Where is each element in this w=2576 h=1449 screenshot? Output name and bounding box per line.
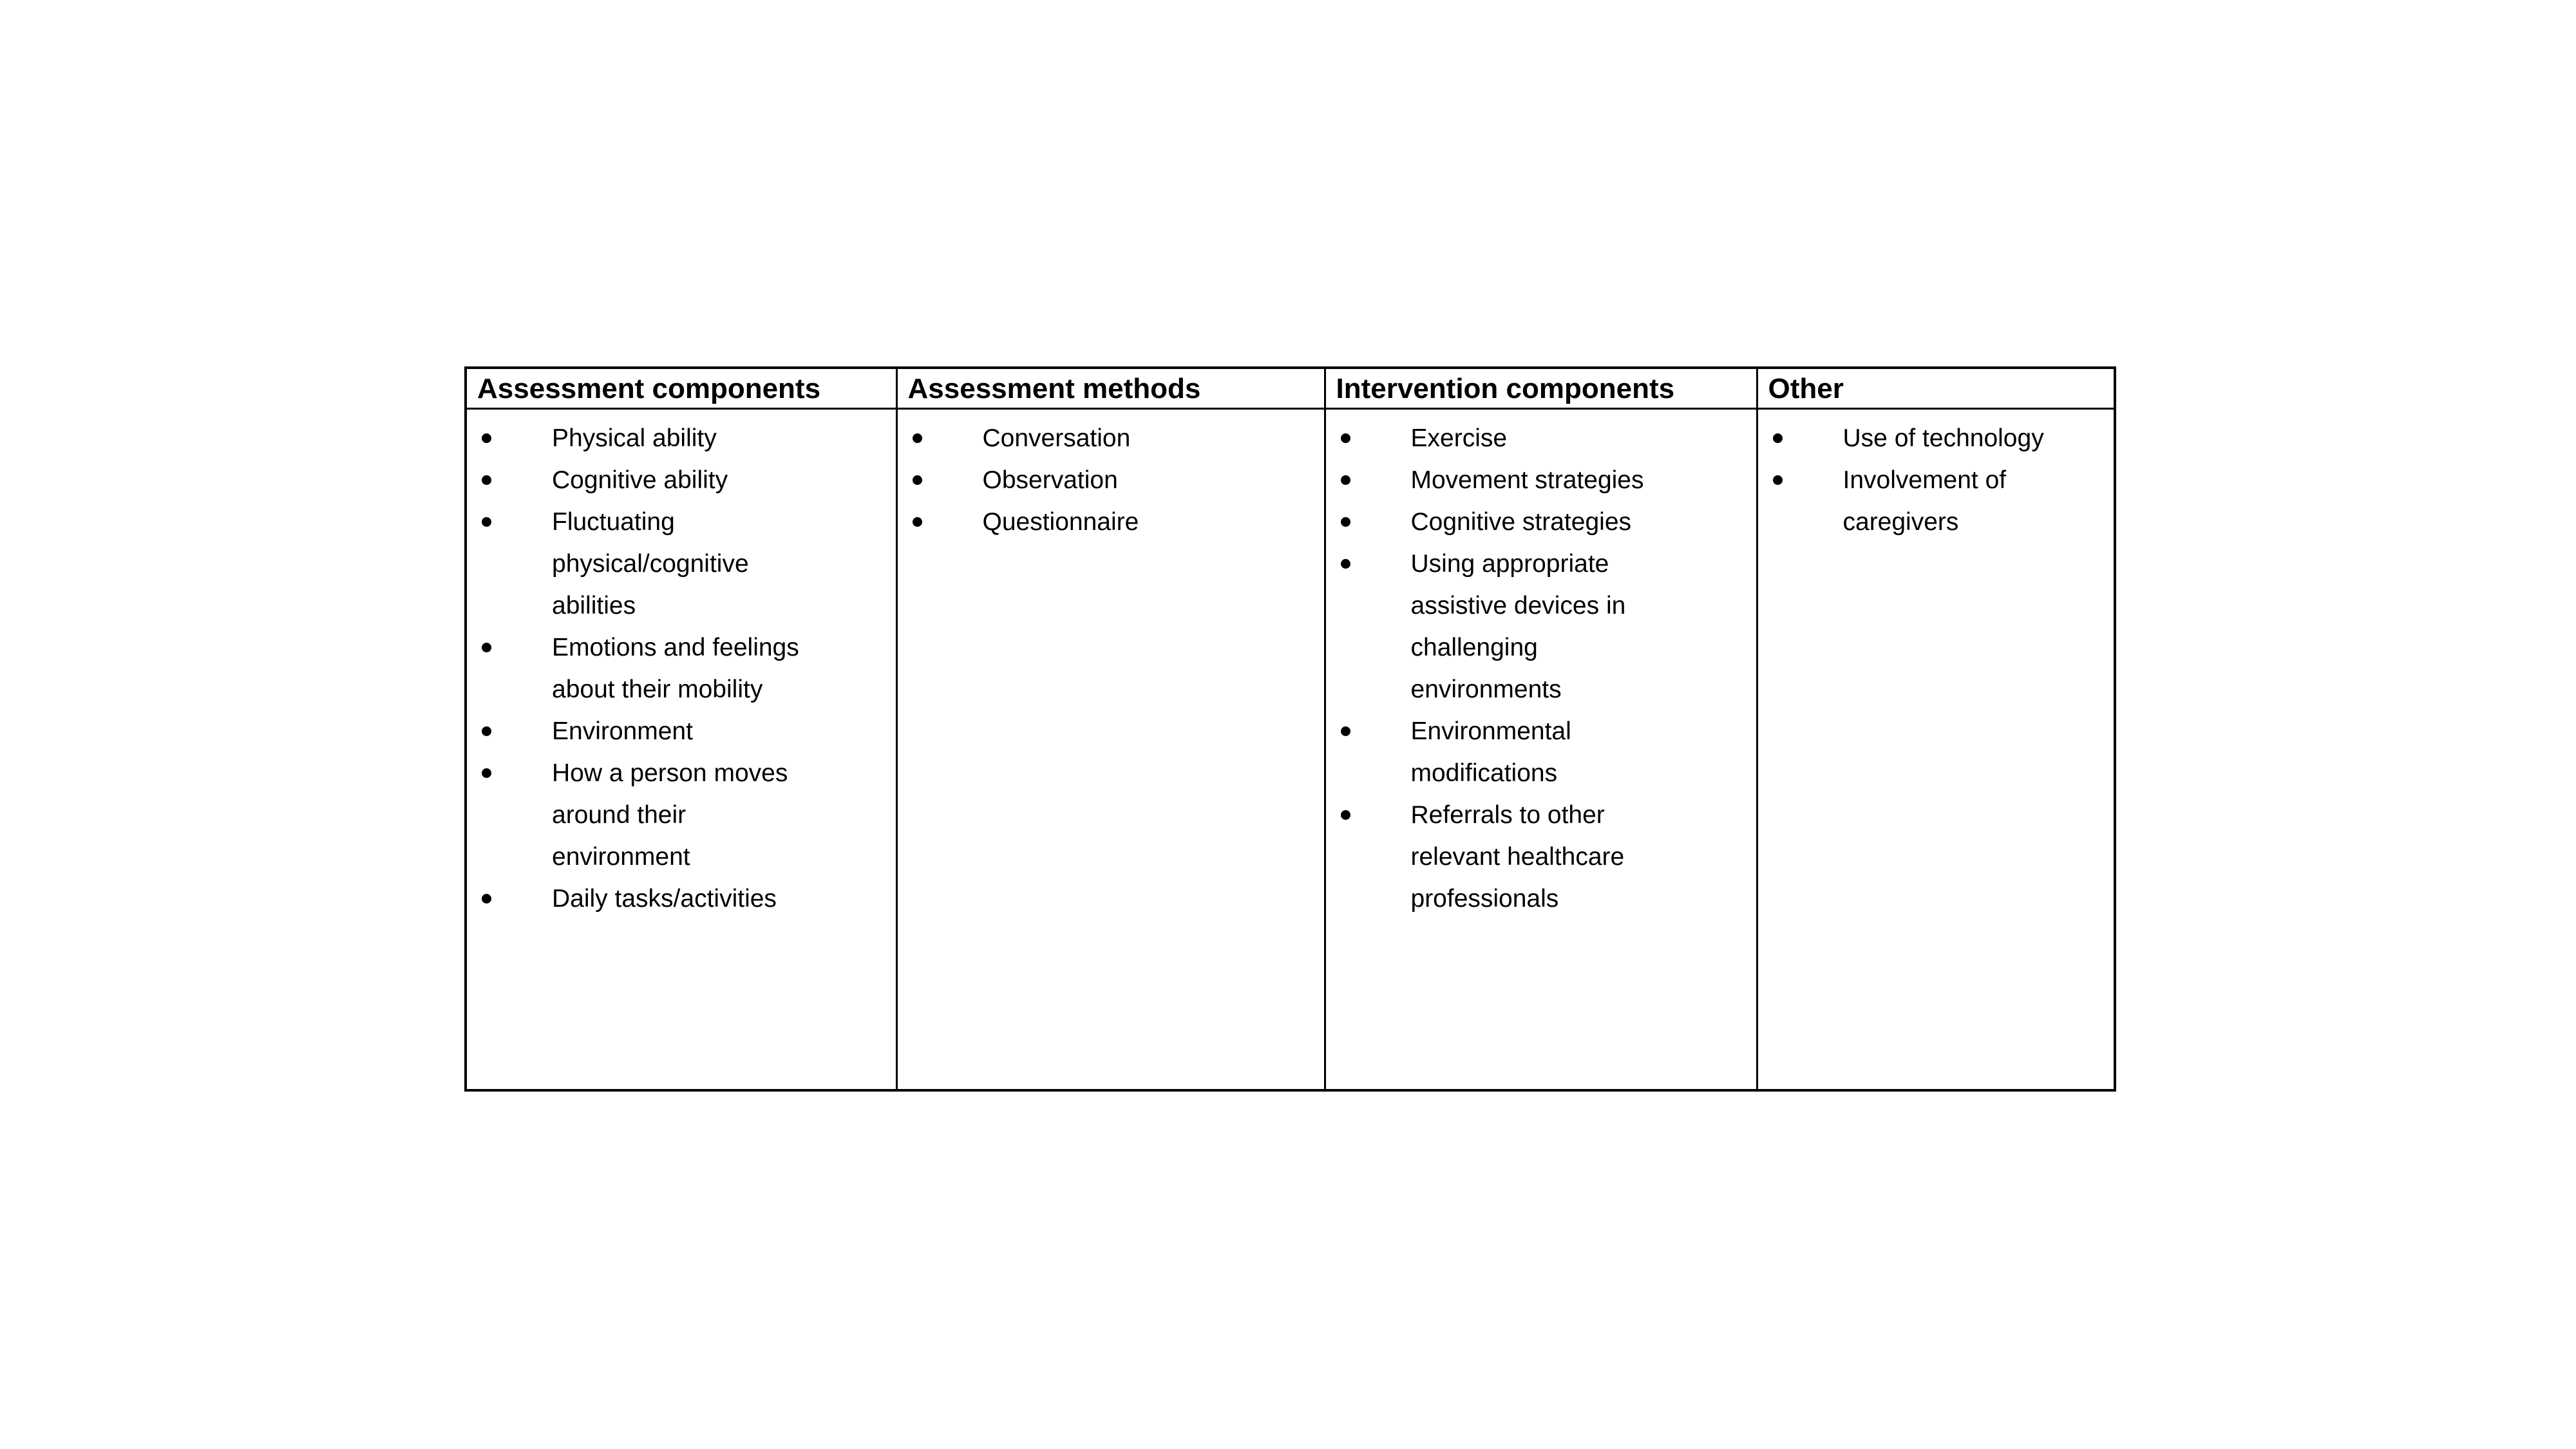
- list-item-line: Environmental: [1410, 717, 1571, 745]
- list-item: [1339, 543, 1751, 710]
- list-item: [1339, 710, 1751, 794]
- list-item: [911, 417, 1319, 459]
- list-item-line: Using appropriate: [1410, 550, 1609, 578]
- list-item: [480, 752, 891, 878]
- assessment-methods-list: [911, 417, 1319, 543]
- four-column-table: [464, 366, 2116, 1092]
- header-other: Other: [1757, 368, 2115, 409]
- header-assessment-methods: Assessment methods: [896, 368, 1325, 409]
- cell-other: [1757, 409, 2115, 1091]
- list-item: [1771, 459, 2109, 543]
- list-item-line: Environment: [552, 717, 693, 745]
- list-item: [911, 459, 1319, 501]
- cell-assessment-components: [466, 409, 896, 1091]
- list-item: [480, 459, 891, 501]
- list-item: [480, 501, 891, 627]
- list-item: [911, 501, 1319, 543]
- list-item-line: Movement strategies: [1410, 466, 1644, 494]
- list-item-line: Exercise: [1410, 424, 1508, 452]
- list-item-line: environment: [552, 843, 690, 871]
- list-item: [1771, 417, 2109, 459]
- list-item: [480, 627, 891, 710]
- list-item-line: around their: [552, 801, 687, 829]
- list-item-line: Cognitive strategies: [1410, 508, 1632, 536]
- list-item-line: challenging: [1410, 634, 1538, 661]
- list-item-line: physical/cognitive: [552, 550, 749, 578]
- other-list: [1771, 417, 2109, 543]
- list-item: [1339, 794, 1751, 920]
- body-row: [466, 409, 2115, 1091]
- list-item-line: Daily tasks/activities: [552, 885, 777, 913]
- list-item: [480, 710, 891, 752]
- list-item-line: about their mobility: [552, 676, 763, 703]
- list-item-line: professionals: [1410, 885, 1559, 913]
- list-item-line: assistive devices in: [1410, 592, 1626, 620]
- list-item-line: relevant healthcare: [1410, 843, 1625, 871]
- list-item-line: caregivers: [1842, 508, 1959, 536]
- list-item-line: How a person moves: [552, 759, 788, 787]
- list-item-line: Conversation: [982, 424, 1131, 452]
- list-item: [480, 417, 891, 459]
- list-item-line: Emotions and feelings: [552, 634, 799, 661]
- cell-intervention-components: [1325, 409, 1757, 1091]
- list-item-line: Referrals to other: [1410, 801, 1605, 829]
- list-item-line: Physical ability: [552, 424, 717, 452]
- list-item-line: Fluctuating: [552, 508, 675, 536]
- list-item-line: Cognitive ability: [552, 466, 728, 494]
- list-item-line: environments: [1410, 676, 1562, 703]
- list-item-line: modifications: [1410, 759, 1558, 787]
- list-item: [1339, 417, 1751, 459]
- header-assessment-components: Assessment components: [466, 368, 896, 409]
- list-item-line: abilities: [552, 592, 636, 620]
- list-item: [1339, 459, 1751, 501]
- list-item-line: Use of technology: [1842, 424, 2044, 452]
- header-intervention-components: Intervention components: [1325, 368, 1757, 409]
- assessment-components-list: [480, 417, 891, 920]
- list-item-line: Observation: [982, 466, 1118, 494]
- list-item: [480, 878, 891, 920]
- list-item-line: Involvement of: [1842, 466, 2007, 494]
- intervention-components-list: [1339, 417, 1751, 920]
- cell-assessment-methods: [896, 409, 1325, 1091]
- list-item: [1339, 501, 1751, 543]
- list-item-line: Questionnaire: [982, 508, 1139, 536]
- header-row: [466, 368, 2115, 409]
